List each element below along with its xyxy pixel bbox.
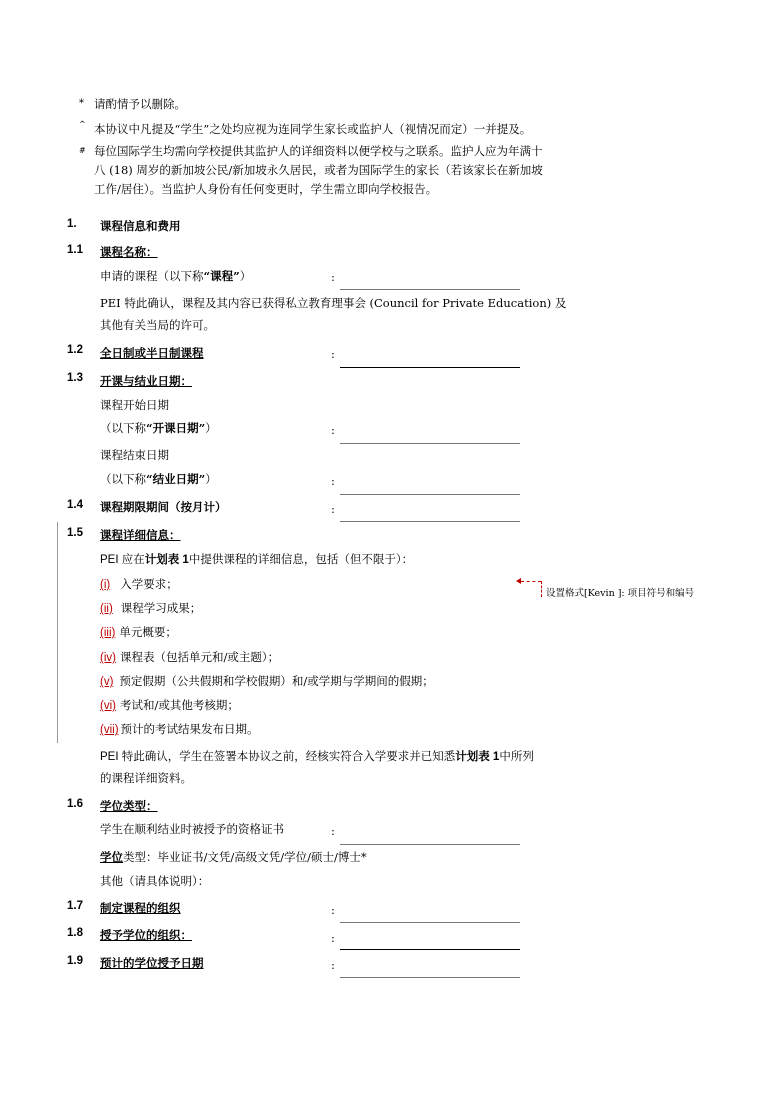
- comment-connector: [521, 581, 541, 582]
- colon: :: [331, 931, 335, 945]
- list-item-text: 课程学习成果；: [120, 601, 202, 615]
- defined-term: 学位: [100, 850, 123, 864]
- list-item-text: 课程表（包括单元和/或主题）；: [119, 650, 280, 664]
- list-item-number: (ii): [100, 603, 113, 615]
- list-item-text: 考试和/或其他考核期；: [119, 698, 239, 712]
- section-title: 课程信息和费用: [100, 219, 181, 233]
- list-item: [100, 600, 201, 616]
- list-item: [100, 649, 279, 665]
- paragraph-line: 其他有关当局的许可。: [100, 318, 215, 332]
- list-item-number: (iii): [100, 627, 116, 639]
- colon: :: [331, 903, 335, 917]
- section-number: 1.2: [67, 344, 83, 356]
- field-label: 课程开始日期: [100, 398, 169, 412]
- colon: :: [331, 347, 335, 361]
- list-item-number: (v): [100, 676, 114, 688]
- paragraph-line: [100, 748, 534, 764]
- list-item-number: (vii): [100, 724, 119, 736]
- developer-org-field-line[interactable]: [340, 922, 520, 923]
- study-mode-field-line[interactable]: [340, 367, 520, 368]
- section-title: 课程名称：: [100, 245, 158, 259]
- colon: :: [331, 824, 335, 838]
- section-title: 开课与结业日期：: [100, 374, 192, 388]
- text: PEI 应在: [100, 554, 145, 566]
- section-title: 制定课程的组织: [100, 901, 181, 915]
- end-date-field-line[interactable]: [340, 494, 520, 495]
- text: 中提供课程的详细信息，包括（但不限于）：: [188, 552, 414, 566]
- section-number: 1.6: [67, 798, 83, 810]
- section-number: 1.8: [67, 927, 83, 939]
- section-number: 1.3: [67, 372, 83, 384]
- section-title: 授予学位的组织：: [100, 928, 192, 942]
- label-text: （以下称: [100, 472, 146, 486]
- comment-connector: [541, 581, 542, 597]
- start-date-field-line[interactable]: [340, 443, 520, 444]
- colon: :: [331, 958, 335, 972]
- text: PEI 特此确认，学生在签署本协议之前，经核实符合入学要求并已知悉: [100, 751, 456, 763]
- text: 类型：毕业证书/文凭/高级文凭/学位/硕士/博士*: [123, 850, 367, 864]
- section-number: 1.1: [67, 244, 83, 256]
- field-label: 学生在顺利结业时被授予的资格证书: [100, 822, 284, 836]
- paragraph-line: 的课程详细资料。: [100, 771, 192, 785]
- defined-term: 计划表 1: [144, 554, 189, 566]
- field-label-course: [100, 268, 251, 284]
- defined-term: “结业日期”: [146, 472, 206, 486]
- paragraph-line: [100, 551, 413, 567]
- formatting-comment[interactable]: 设置格式[Kevin ]: 项目符号和编号: [546, 588, 695, 599]
- degree-type-line: [100, 849, 367, 865]
- list-item: [100, 673, 434, 689]
- label-text: ）: [205, 472, 217, 486]
- list-item-number: (iv): [100, 652, 116, 664]
- duration-field-line[interactable]: [340, 521, 520, 522]
- section-title: 全日制或半日制课程: [100, 346, 204, 360]
- awarding-org-field-line[interactable]: [340, 949, 520, 950]
- defined-term: “课程”: [203, 269, 240, 283]
- text: 中所列: [499, 749, 534, 763]
- qualification-field-line[interactable]: [340, 844, 520, 845]
- section-title: 课程详细信息：: [100, 528, 181, 542]
- list-item-number: (i): [100, 579, 111, 591]
- paragraph-line: PEI 特此确认，课程及其内容已获得私立教育理事会 (Council for Private Education) 及: [100, 296, 567, 310]
- label-text: 申请的课程（以下称: [100, 269, 204, 283]
- note-text: 请酌情予以删除。: [94, 97, 186, 111]
- award-date-field-line[interactable]: [340, 977, 520, 978]
- list-item-text: 预计的考试结果发布日期。: [120, 722, 259, 736]
- note-text: 工作/居住）。当监护人身份有任何变更时，学生需立即向学校报告。: [94, 182, 438, 196]
- field-label-end: [100, 471, 217, 487]
- defined-term: 计划表 1: [455, 751, 500, 763]
- label-text: （以下称: [100, 421, 146, 435]
- note-text: 每位国际学生均需向学校提供其监护人的详细资料以便学校与之联系。监护人应为年满十: [94, 144, 543, 158]
- section-number: 1.9: [67, 955, 83, 967]
- section-number: 1.: [67, 218, 77, 230]
- note-mark-asterisk: *: [79, 98, 84, 109]
- colon: :: [331, 474, 335, 488]
- list-item-text: 入学要求；: [120, 577, 178, 591]
- section-number: 1.5: [67, 527, 83, 539]
- section-title: 预计的学位授予日期: [100, 956, 204, 970]
- list-item: [100, 721, 259, 737]
- note-text: 本协议中凡提及“学生”之处均应视为连同学生家长或监护人（视情况而定）一并提及。: [94, 122, 532, 136]
- colon: :: [331, 423, 335, 437]
- label-text: ）: [205, 421, 217, 435]
- list-item-text: 单元概要；: [119, 625, 177, 639]
- field-label-start: [100, 420, 217, 436]
- list-item-text: 预定假期（公共假期和学校假期）和/或学期与学期间的假期；: [119, 674, 434, 688]
- section-number: 1.4: [67, 499, 83, 511]
- section-title: 学位类型：: [100, 799, 158, 813]
- change-bar: [57, 522, 58, 743]
- course-name-field-line[interactable]: [340, 289, 520, 290]
- section-title: 课程期限期间（按月计）: [100, 500, 227, 514]
- list-item-number: (vi): [100, 700, 116, 712]
- note-mark-hash: #: [79, 146, 86, 155]
- section-number: 1.7: [67, 900, 83, 912]
- field-label: 课程结束日期: [100, 448, 169, 462]
- note-text: 八 (18) 周岁的新加坡公民/新加坡永久居民，或者为国际学生的家长（若该家长在新加坡: [94, 163, 543, 177]
- field-label: 其他（请具体说明）：: [100, 874, 210, 888]
- list-item: [100, 576, 178, 592]
- label-text: ）: [239, 269, 252, 283]
- colon: :: [331, 502, 335, 516]
- list-item: [100, 697, 239, 713]
- list-item: [100, 624, 177, 640]
- note-mark-caret: ^: [79, 120, 86, 129]
- colon: :: [331, 270, 335, 284]
- defined-term: “开课日期”: [146, 421, 206, 435]
